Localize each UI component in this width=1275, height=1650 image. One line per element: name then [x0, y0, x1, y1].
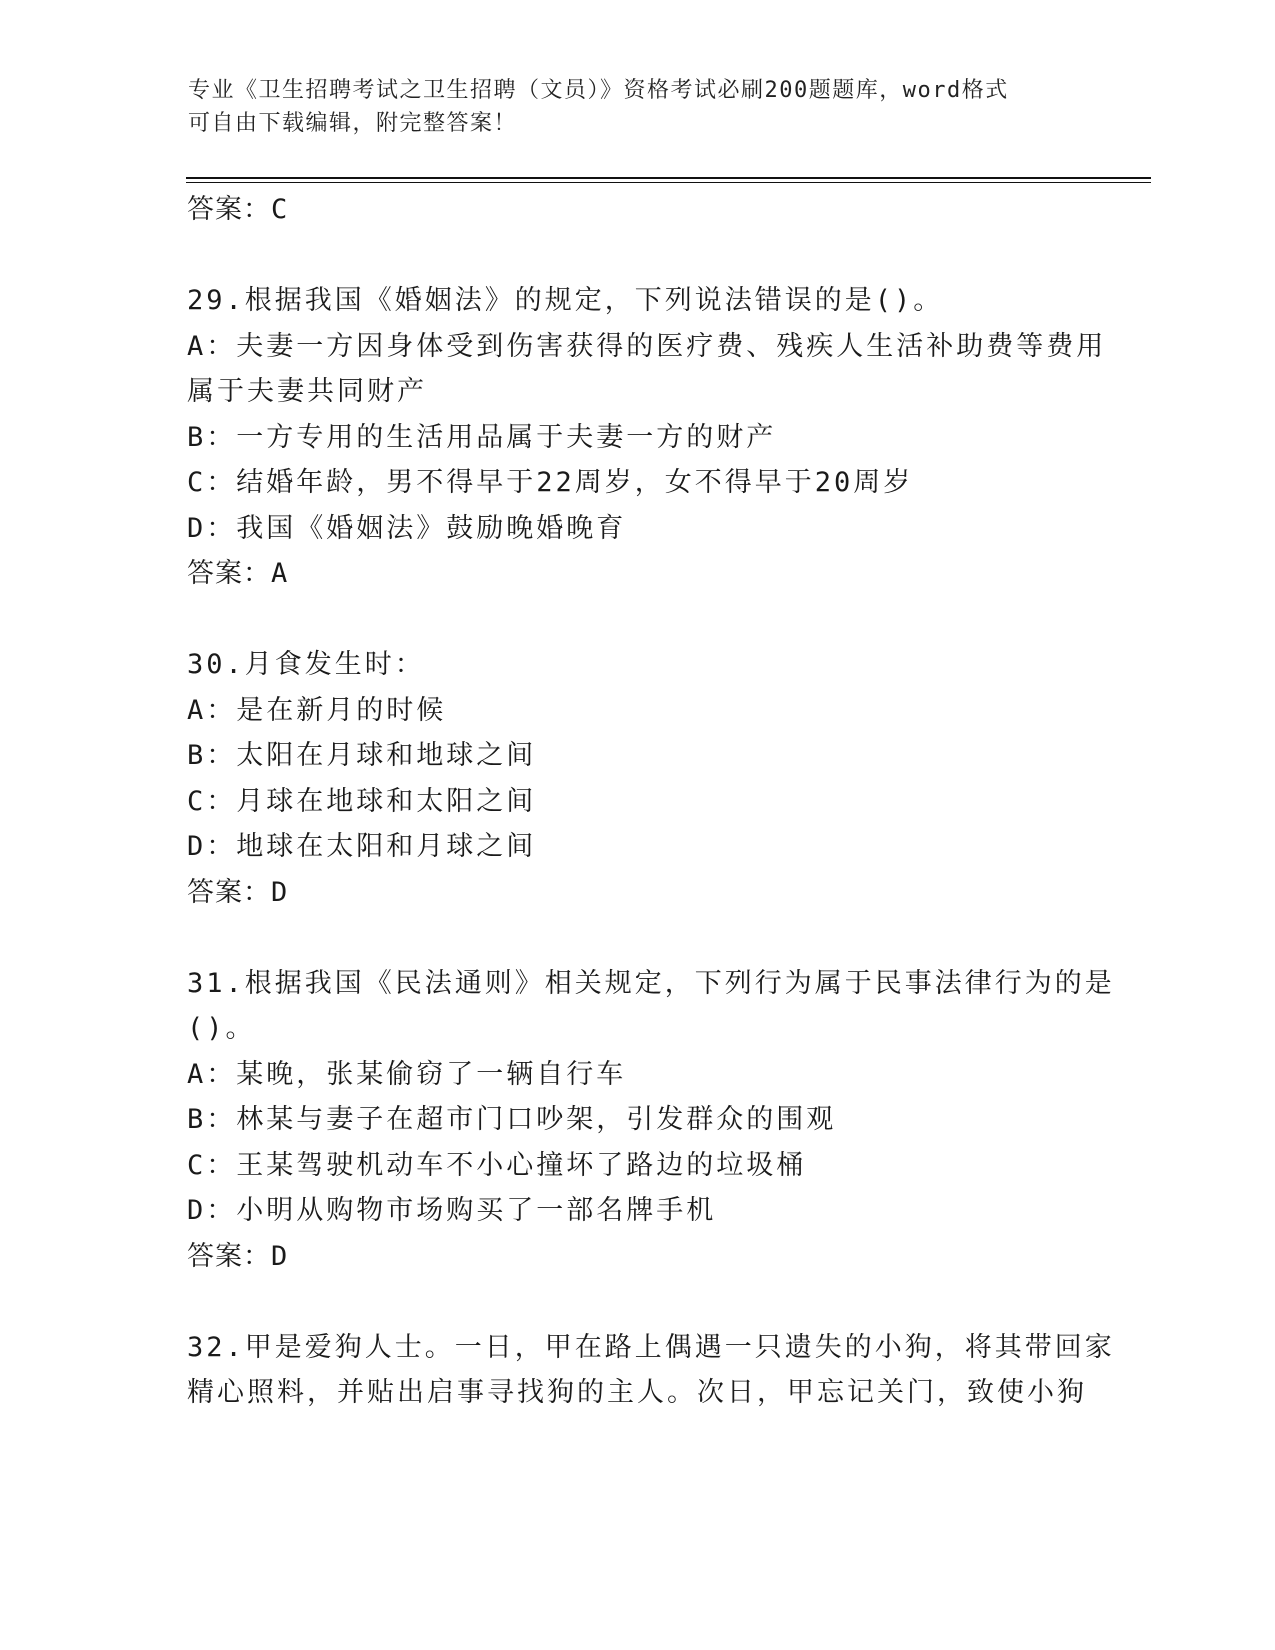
option-b: B：林某与妻子在超市门口吵架，引发群众的围观 — [187, 1104, 837, 1135]
option-a: A：是在新月的时候 — [187, 694, 447, 726]
option-d: D：我国《婚姻法》鼓励晚婚晚育 — [187, 512, 627, 544]
question-block — [187, 1325, 1115, 1416]
option-a: A：某晚，张某偷窃了一辆自行车 — [187, 1058, 627, 1090]
question-stem-continued: 精心照料，并贴出启事寻找狗的主人。次日，甲忘记关门，致使小狗 — [187, 1377, 1087, 1408]
header-line-1: 专业《卫生招聘考试之卫生招聘（文员）》资格考试必刷200题题库，word格式 — [188, 78, 1009, 103]
question-stem: 29.根据我国《婚姻法》的规定，下列说法错误的是()。 — [187, 285, 944, 316]
question-block — [187, 278, 1107, 597]
option-d: D：地球在太阳和月球之间 — [187, 831, 537, 862]
option-c: C：结婚年龄，男不得早于22周岁，女不得早于20周岁 — [187, 467, 914, 498]
answer-label: 答案： — [187, 194, 271, 225]
spacer — [187, 915, 1087, 961]
question-stem: 31.根据我国《民法通则》相关规定，下列行为属于民事法律行为的是 — [187, 967, 1115, 999]
answer-label: 答案： — [187, 876, 271, 908]
option-d: D：小明从购物市场购买了一部名牌手机 — [187, 1195, 717, 1226]
answer-value: A — [271, 558, 289, 589]
spacer — [187, 597, 1087, 643]
question-content — [187, 187, 1115, 1416]
spacer — [187, 1279, 1087, 1325]
answer-label: 答案： — [187, 1240, 271, 1272]
answer-row — [187, 551, 1087, 597]
header-line-2: 可自由下载编辑，附完整答案！ — [188, 111, 518, 136]
answer-row — [187, 1234, 1087, 1280]
option-c: C：王某驾驶机动车不小心撞坏了路边的垃圾桶 — [187, 1149, 807, 1181]
option-a-continued: 属于夫妻共同财产 — [187, 376, 427, 407]
question-block — [187, 961, 1115, 1280]
option-b: B：太阳在月球和地球之间 — [187, 740, 537, 771]
answer-row — [187, 870, 1087, 916]
answer-row — [187, 187, 1087, 233]
question-stem-continued: ()。 — [187, 1013, 256, 1044]
answer-value: D — [271, 1240, 289, 1272]
question-stem: 30.月食发生时： — [187, 649, 425, 680]
header-rule-thin — [186, 182, 1151, 183]
question-stem: 32.甲是爱狗人士。一日，甲在路上偶遇一只遗失的小狗，将其带回家 — [187, 1331, 1115, 1363]
answer-label: 答案： — [187, 558, 271, 589]
option-b: B：一方专用的生活用品属于夫妻一方的财产 — [187, 421, 777, 453]
answer-value: C — [271, 194, 289, 225]
option-a: A：夫妻一方因身体受到伤害获得的医疗费、残疾人生活补助费等费用 — [187, 330, 1107, 362]
spacer — [187, 233, 1087, 279]
page-header — [188, 74, 1068, 140]
answer-value: D — [271, 876, 289, 908]
option-c: C：月球在地球和太阳之间 — [187, 785, 537, 817]
header-rule-thick — [186, 177, 1151, 179]
question-block — [187, 642, 1087, 915]
